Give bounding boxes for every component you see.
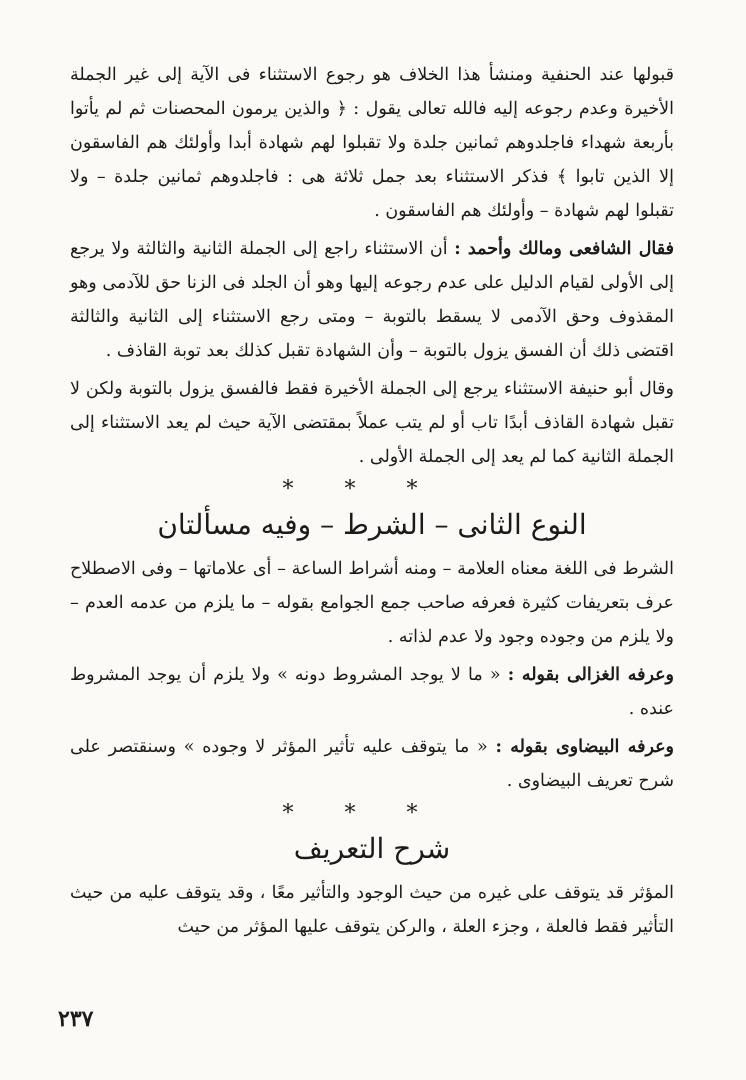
paragraph-3: وقال أبو حنيفة الاستثناء يرجع إلى الجملة الأخيرة فقط فالفسق يزول بالتوبة ولكن لا تقبل شهادة القاذف أبدًا تاب أو لم يتب عملاً بمقتضى الآية حيث لم يعد الاستثناء إلى الجملة الثانية كما لم يعد إلى الجملة الأولى .	[70, 379, 674, 467]
section-separator-1: * * *	[282, 477, 440, 502]
paragraph-2-text: أن الاستثناء راجع إلى الجملة الثانية والثالثة ولا يرجع إلى الأولى لقيام الدليل على عدم رجوعه إليها وهو أن الجلد فى الزنا حق للآدمى وهو المقذوف وحق الآدمى لا يسقط بالتوبة – ومتى رجع الاستثناء إلى الثانية والثالثة اقتضى ذلك أن الفسق يزول بالتوبة – وأن الشهادة تقبل كذلك بعد توبة القاذف .	[70, 239, 674, 361]
section-separator-2: * * *	[282, 801, 440, 826]
paragraph-2	[70, 232, 674, 368]
paragraph-4: الشرط فى اللغة معناه العلامة – ومنه أشراط الساعة – أى علاماتها – وفى الاصطلاح عرف بتعريفات كثيرة فعرفه صاحب جمع الجوامع بقوله – ما يلزم من عدمه العدم – ولا يلزم من وجوده وجود ولا عدم لذاته .	[70, 559, 674, 647]
paragraph-6-lead: وعرفه البيضاوى بقوله :	[495, 737, 674, 757]
paragraph-6-text: « ما يتوقف عليه تأثير المؤثر لا وجوده » وسنقتصر على شرح تعريف البيضاوى .	[70, 737, 674, 791]
paragraph-6	[70, 730, 674, 798]
paragraph-5-text: « ما لا يوجد المشروط دونه » ولا يلزم أن يوجد المشروط عنده .	[70, 665, 674, 719]
paragraph-5	[70, 658, 674, 726]
section-heading-condition: النوع الثانى – الشرط – وفيه مسألتان	[157, 508, 587, 541]
paragraph-1: قبولها عند الحنفية ومنشأ هذا الخلاف هو رجوع الاستثناء فى الآية إلى غير الجملة الأخيرة وعدم رجوعه إليه فالله تعالى يقول : ﴿ والذين يرمون المحصنات ثم لم يأتوا بأربعة شهداء فاجلدوهم ثمانين جلدة ولا تقبلوا لهم شهادة أبدا وأولئك هم الفاسقون إلا الذين تابوا ﴾ فذكر الاستثناء بعد جمل ثلاثة هى : فاجلدوهم ثمانين جلدة – ولا تقبلوا لهم شهادة – وأولئك هم الفاسقون .	[70, 65, 674, 221]
page-number: ٢٣٧	[58, 1006, 94, 1032]
paragraph-2-lead: فقال الشافعى ومالك وأحمد :	[454, 239, 674, 259]
section-heading-definition: شرح التعريف	[293, 832, 451, 865]
paragraph-7: المؤثر قد يتوقف على غيره من حيث الوجود والتأثير معًا ، وقد يتوقف عليه من حيث التأثير فقط فالعلة ، وجزء العلة ، والركن يتوقف عليها المؤثر من حيث	[70, 883, 674, 937]
page-body	[70, 58, 674, 948]
paragraph-5-lead: وعرفه الغزالى بقوله :	[507, 665, 675, 685]
